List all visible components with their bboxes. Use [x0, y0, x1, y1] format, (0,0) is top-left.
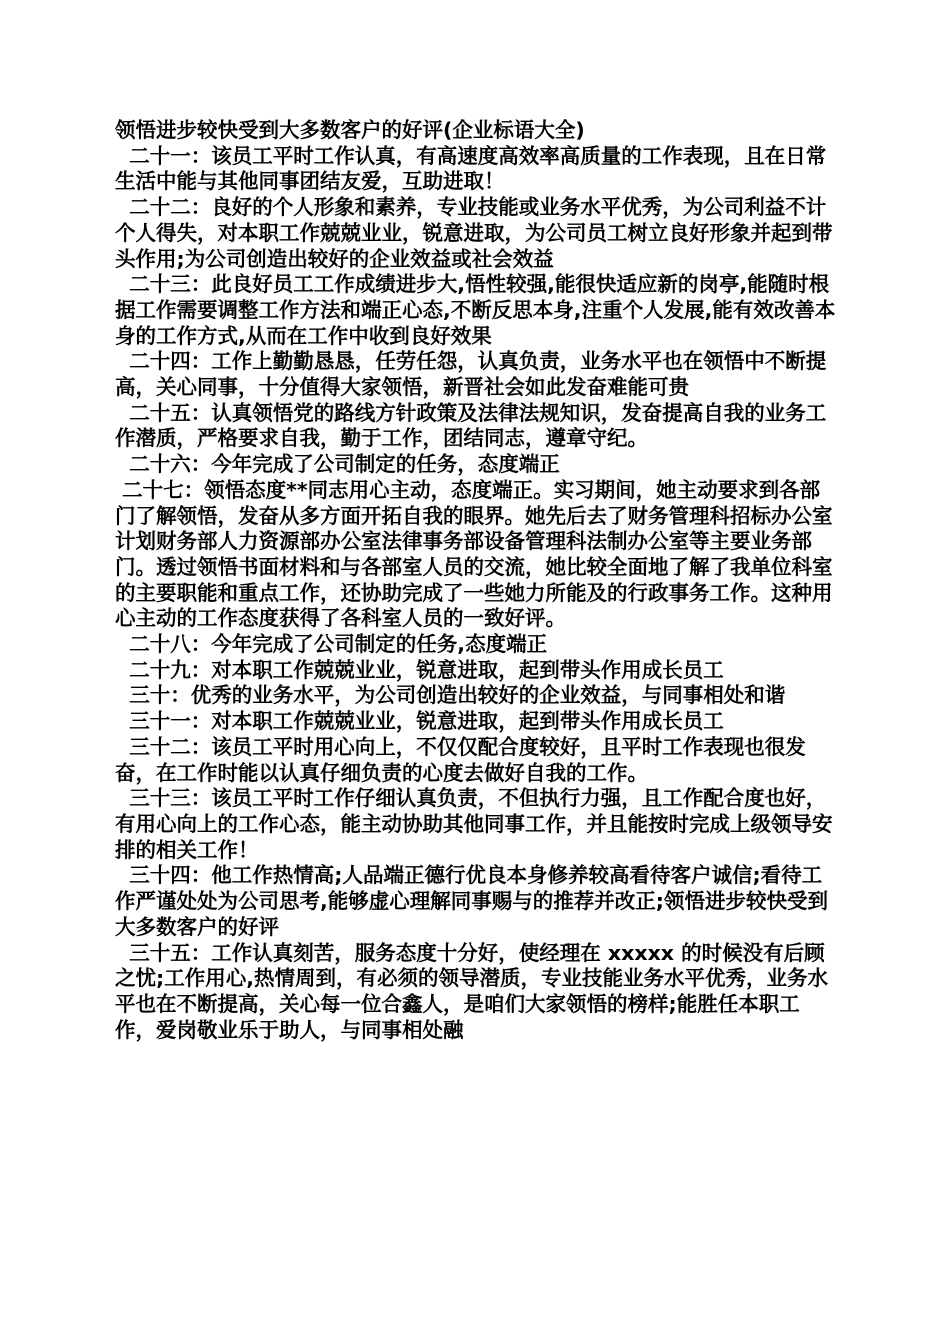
paragraph-31: 三十一：对本职工作兢兢业业，锐意进取，起到带头作用成长员工	[115, 709, 724, 734]
paragraph-28: 二十八：今年完成了公司制定的任务,态度端正	[115, 632, 548, 657]
paragraph-33: 三十三：该员工平时工作仔细认真负责，不但执行力强，且工作配合度也好，有用心向上的工作心态，能主动协助其他同事工作，并且能按时完成上级领导安排的相关工作！	[115, 786, 833, 862]
paragraph-32: 三十二：该员工平时用心向上，不仅仅配合度较好，且平时工作表现也很发奋，在工作时能以认真仔细负责的心度去做好自我的工作。	[115, 734, 806, 785]
paragraph-23: 二十三：此良好员工工作成绩进步大,悟性较强,能很快适应新的岗亭,能随时根据工作需要调整工作方法和端正心态,不断反思本身,注重个人发展,能有效改善本身的工作方式,从而在工作中收到良好效果	[115, 272, 836, 348]
paragraph-27: 二十七：领悟态度**同志用心主动，态度端正。实习期间，她主动要求到各部门了解领悟，发奋从多方面开拓自我的眼界。她先后去了财务管理科招标办公室计划财务部人力资源部办公室法律事务部设备管理科法制办公室等主要业务部门。透过领悟书面材料和与各部室人员的交流，她比较全面地了解了我单位科室的主要职能和重点工作，还协助完成了一些她力所能及的行政事务工作。这种用心主动的工作态度获得了各科室人员的一致好评。	[115, 477, 833, 631]
paragraph-29: 二十九：对本职工作兢兢业业，锐意进取，起到带头作用成长员工	[115, 657, 724, 682]
document-page	[115, 118, 837, 1043]
paragraph-26: 二十六：今年完成了公司制定的任务，态度端正	[115, 452, 560, 477]
paragraph-25: 二十五：认真领悟党的路线方针政策及法律法规知识，发奋提高自我的业务工作潜质，严格要求自我，勤于工作，团结同志，遵章守纪。	[115, 400, 827, 451]
paragraph-22: 二十二：良好的个人形象和素养，专业技能或业务水平优秀，为公司利益不计个人得失，对本职工作兢兢业业，锐意进取，为公司员工树立良好形象并起到带头作用;为公司创造出较好的企业效益或社会效益	[115, 195, 833, 271]
paragraph-30: 三十：优秀的业务水平，为公司创造出较好的企业效益，与同事相处和谐	[115, 683, 786, 708]
paragraph-35: 三十五：工作认真刻苦，服务态度十分好，使经理在 xxxxx 的时候没有后顾之忧;工作用心,热情周到，有必须的领导潜质，专业技能业务水平优秀，业务水平也在不断提高，关心每一位合鑫人，是咱们大家领悟的榜样;能胜任本职工作，爱岗敬业乐于助人，与同事相处融	[115, 940, 828, 1042]
paragraph-34: 三十四：他工作热情高;人品端正德行优良本身修养较高看待客户诚信;看待工作严谨处处为公司思考,能够虚心理解同事赐与的推荐并改正;领悟进步较快受到大多数客户的好评	[115, 863, 828, 939]
paragraph-intro: 领悟进步较快受到大多数客户的好评(企业标语大全)	[115, 118, 585, 142]
paragraph-24: 二十四：工作上勤勤恳恳，任劳任怨，认真负责，业务水平也在领悟中不断提高，关心同事，十分值得大家领悟，新晋社会如此发奋难能可贵	[115, 349, 827, 400]
paragraph-21: 二十一：该员工平时工作认真，有高速度高效率高质量的工作表现，且在日常生活中能与其他同事团结友爱，互助进取！	[115, 143, 827, 194]
